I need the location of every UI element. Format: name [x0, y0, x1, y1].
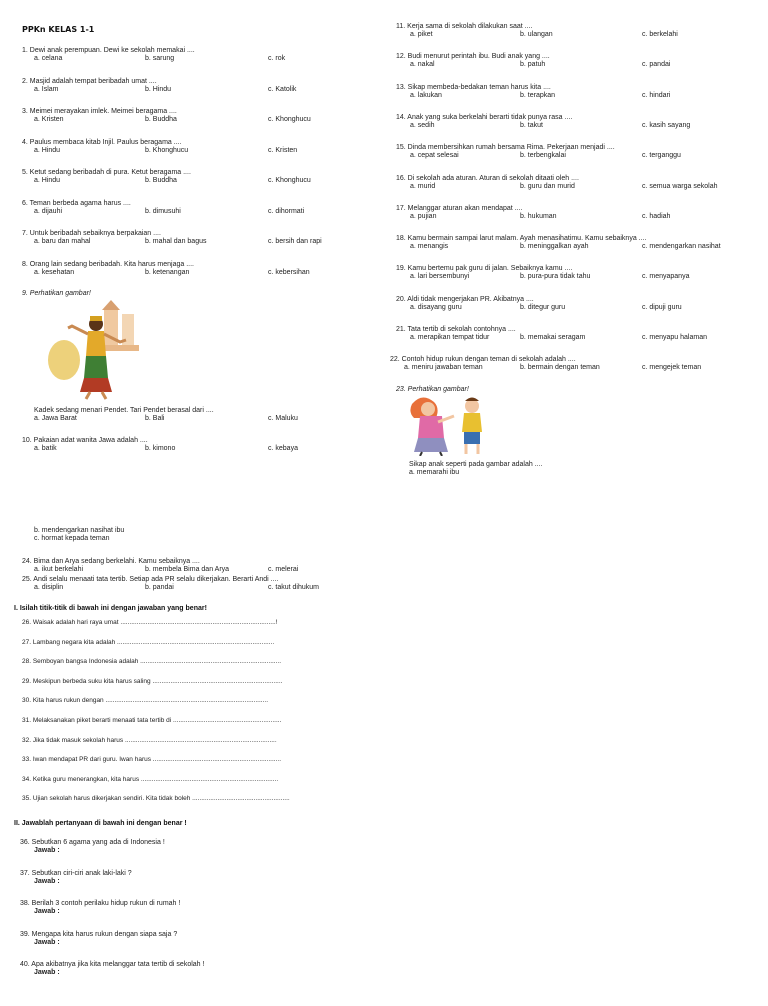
option-c: c. hindari: [642, 91, 671, 99]
option-c: c. dihormati: [268, 207, 305, 215]
essay-question: 38. Berilah 3 contoh perilaku hidup rukun di rumah !: [20, 900, 181, 907]
mother-child-illustration: [408, 394, 494, 456]
option-c: c. dipuji guru: [642, 303, 682, 311]
question-stem: 8. Orang lain sedang beribadah. Kita harus menjaga ....: [22, 260, 194, 268]
option-c: c. bersih dan rapi: [268, 238, 322, 245]
option-c: c. kebaya: [268, 445, 298, 452]
question-stem: 7. Untuk beribadah sebaiknya berpakaian ....: [22, 230, 161, 237]
essay-question: 37. Sebutkan ciri-ciri anak laki-laki ?: [20, 869, 132, 877]
option-a: a. Islam: [34, 85, 59, 93]
fill-item: 35. Ujian sekolah harus dikerjakan sendiri. Kita tidak boleh ......................................................: [22, 795, 290, 803]
question-stem: 14. Anak yang suka berkelahi berarti tidak punya rasa ....: [396, 113, 573, 121]
question-stem: 1. Dewi anak perempuan. Dewi ke sekolah memakai ....: [22, 47, 195, 54]
option-c: c. kebersihan: [268, 268, 310, 276]
option-a: a. sedih: [410, 121, 435, 129]
essay-item: [20, 900, 180, 917]
option-c: c. takut dihukum: [268, 584, 319, 591]
option-a: a. Kristen: [34, 116, 64, 123]
option-b: b. terbengkalai: [520, 152, 566, 160]
option-b: b. pandai: [145, 584, 174, 591]
option-b: b. Hindu: [145, 85, 172, 93]
option-a: a. meniru jawaban teman: [404, 364, 483, 371]
option-c: c. Maluku: [268, 415, 298, 422]
option-c: c. kasih sayang: [642, 121, 691, 129]
essay-question: 36. Sebutkan 6 agama yang ada di Indonesia !: [20, 839, 165, 846]
question-stem: 2. Masjid adalah tempat beribadah umat ....: [22, 77, 157, 85]
fill-item: 31. Melaksanakan piket berarti menaati tata tertib di ............................................................: [22, 717, 282, 724]
option-a: a. ikut berkelahi: [34, 566, 84, 573]
fill-item: 27. Lambang negara kita adalah .......................................................................................: [22, 638, 275, 646]
option-b: b. Buddha: [145, 116, 177, 123]
essay-answer-label: Jawab :: [34, 938, 60, 946]
essay-answer-label: Jawab :: [34, 969, 60, 977]
option-a: a. disayang guru: [410, 303, 462, 311]
fill-item: 26. Waisak adalah hari raya umat ......................................................................................!: [22, 619, 278, 626]
question-stem: 12. Budi menurut perintah ibu. Budi anak yang ....: [396, 53, 550, 61]
option-c: c. semua warga sekolah: [642, 182, 718, 190]
essay-item: [20, 931, 177, 948]
option-b: b. mahal dan bagus: [145, 238, 207, 245]
essay-item: [20, 961, 204, 978]
option-a: a. dijauhi: [34, 207, 63, 215]
option-a: a. disiplin: [34, 584, 64, 591]
option-b: b. dimusuhi: [145, 207, 181, 215]
section-fill-heading: I. Isilah titik-titik di bawah ini dengan jawaban yang benar!: [14, 605, 207, 612]
option-a: a. Hindu: [34, 146, 61, 154]
essay-question: 40. Apa akibatnya jika kita melanggar tata tertib di sekolah !: [20, 961, 205, 968]
question-stem: 20. Aldi tidak mengerjakan PR. Akibatnya ....: [396, 295, 534, 303]
question-stem: 5. Ketut sedang beribadah di pura. Ketut beragama ....: [22, 169, 191, 176]
option-c: c. terganggu: [642, 152, 681, 160]
question-stem: 18. Kamu bermain sampai larut malam. Ayah menasihatimu. Kamu sebaiknya ....: [396, 235, 647, 243]
option-c: c. pandai: [642, 61, 671, 69]
option-c: c. Khonghucu: [268, 116, 311, 123]
question-caption: Kadek sedang menari Pendet. Tari Pendet berasal dari ....: [34, 407, 214, 414]
question-stem: 13. Sikap membeda-bedakan teman harus kita ....: [396, 83, 551, 91]
option-c: c. mengejek teman: [642, 364, 702, 371]
question-23-option-b: b. mendengarkan nasihat ibu: [34, 527, 125, 534]
option-b: b. ulangan: [520, 31, 553, 38]
option-c: c. hadiah: [642, 212, 671, 220]
option-b: b. ketenangan: [145, 268, 190, 276]
essay-item: [20, 870, 132, 887]
option-c: c. rok: [268, 55, 286, 62]
option-b: b. hukuman: [520, 212, 557, 220]
question-stem: 11. Kerja sama di sekolah dilakukan saat ....: [396, 23, 533, 30]
question-stem: 15. Dinda membersihkan rumah bersama Rima. Pekerjaan menjadi ....: [396, 144, 615, 152]
option-a: a. merapikan tempat tidur: [410, 334, 490, 341]
option-a: a. kesehatan: [34, 268, 75, 276]
fill-item: 32. Jika tidak masuk sekolah harus ....................................................................................: [22, 736, 277, 744]
question-stem: 9. Perhatikan gambar!: [22, 290, 91, 297]
option-a: a. celana: [34, 55, 63, 62]
option-a: a. pujian: [410, 212, 437, 220]
option-b: b. pura-pura tidak tahu: [520, 273, 591, 281]
option-c: c. Kristen: [268, 146, 298, 154]
option-a: a. baru dan mahal: [34, 238, 91, 245]
option-c: c. berkelahi: [642, 31, 678, 38]
option-b: b. patuh: [520, 61, 546, 69]
option-b: b. terapkan: [520, 91, 556, 99]
page-title: PPKn KELAS 1-1: [22, 25, 95, 34]
option-b: b. Bali: [145, 415, 165, 422]
question-stem: 17. Melanggar aturan akan mendapat ....: [396, 204, 523, 212]
option-c: c. menyapanya: [642, 273, 690, 281]
option-b: b. meninggalkan ayah: [520, 243, 589, 251]
option-b: b. guru dan murid: [520, 182, 575, 190]
option-c: c. menyapu halaman: [642, 334, 707, 341]
option-a: a. memarahi ibu: [409, 469, 460, 476]
question-stem: 16. Di sekolah ada aturan. Aturan di sekolah ditaati oleh ....: [396, 174, 579, 182]
fill-item: 33. Iwan mendapat PR dari guru. Iwan harus .......................................................................: [22, 756, 282, 764]
option-b: b. kimono: [145, 445, 176, 452]
option-b: b. Khonghucu: [145, 146, 189, 154]
option-a: a. menangis: [410, 243, 449, 251]
pendet-dancer-illustration: [44, 300, 149, 400]
option-a: a. piket: [410, 31, 433, 38]
essay-item: [20, 839, 165, 856]
question-stem: 22. Contoh hidup rukun dengan teman di sekolah adalah ....: [390, 356, 576, 363]
question-stem: 19. Kamu bertemu pak guru di jalan. Sebaiknya kamu ....: [396, 265, 573, 273]
fill-item: 30. Kita harus rukun dengan ..........................................................................................: [22, 697, 269, 705]
essay-answer-label: Jawab :: [34, 847, 60, 855]
essay-answer-label: Jawab :: [34, 877, 60, 885]
option-b: b. takut: [520, 121, 543, 129]
option-a: a. lari bersembunyi: [410, 273, 470, 281]
option-a: a. Jawa Barat: [34, 415, 77, 422]
option-c: c. melerai: [268, 566, 299, 573]
option-a: a. lakukan: [410, 91, 442, 99]
question-23-option-c: c. hormat kepada teman: [34, 535, 110, 542]
essay-question: 39. Mengapa kita harus rukun dengan siapa saja ?: [20, 930, 178, 938]
option-a: a. cepat selesai: [410, 152, 459, 160]
question-caption: Sikap anak seperti pada gambar adalah ....: [409, 461, 543, 468]
section-essay-heading: II. Jawablah pertanyaan di bawah ini dengan benar !: [14, 820, 187, 827]
question-stem: 24. Bima dan Arya sedang berkelahi. Kamu sebaiknya ....: [22, 558, 200, 565]
option-c: c. Katolik: [268, 85, 297, 93]
option-b: b. memakai seragam: [520, 334, 586, 341]
essay-answer-label: Jawab :: [34, 908, 60, 916]
question-stem: 4. Paulus membaca kitab Injil. Paulus beragama ....: [22, 138, 182, 146]
fill-item: 28. Semboyan bangsa Indonesia adalah ..............................................................................: [22, 658, 282, 666]
question-stem: 21. Tata tertib di sekolah contohnya ....: [396, 326, 516, 333]
option-b: b. sarung: [145, 55, 175, 62]
option-a: a. Hindu: [34, 177, 61, 184]
question-stem: 6. Teman berbeda agama harus ....: [22, 199, 131, 207]
option-b: b. Buddha: [145, 177, 177, 184]
question-stem: 3. Meimei merayakan imlek. Meimei beragama ....: [22, 108, 177, 115]
question-stem: 10. Pakaian adat wanita Jawa adalah ....: [22, 437, 148, 444]
option-b: b. membela Bima dan Arya: [145, 566, 230, 573]
fill-item: 29. Meskipun berbeda suku kita harus saling ........................................................................: [22, 677, 283, 685]
fill-item: 34. Ketika guru menerangkan, kita harus ............................................................................: [22, 775, 279, 783]
option-a: a. batik: [34, 445, 57, 452]
question-stem: 25. Andi selalu menaati tata tertib. Setiap ada PR selalu dikerjakan. Berarti Andi ....: [22, 576, 279, 583]
option-a: a. murid: [410, 182, 436, 190]
option-a: a. nakal: [410, 61, 435, 69]
question-stem: 23. Perhatikan gambar!: [396, 386, 469, 393]
option-c: c. Khonghucu: [268, 177, 311, 184]
option-b: b. ditegur guru: [520, 303, 566, 311]
option-b: b. bermain dengan teman: [520, 364, 600, 371]
option-c: c. mendengarkan nasihat: [642, 243, 721, 251]
